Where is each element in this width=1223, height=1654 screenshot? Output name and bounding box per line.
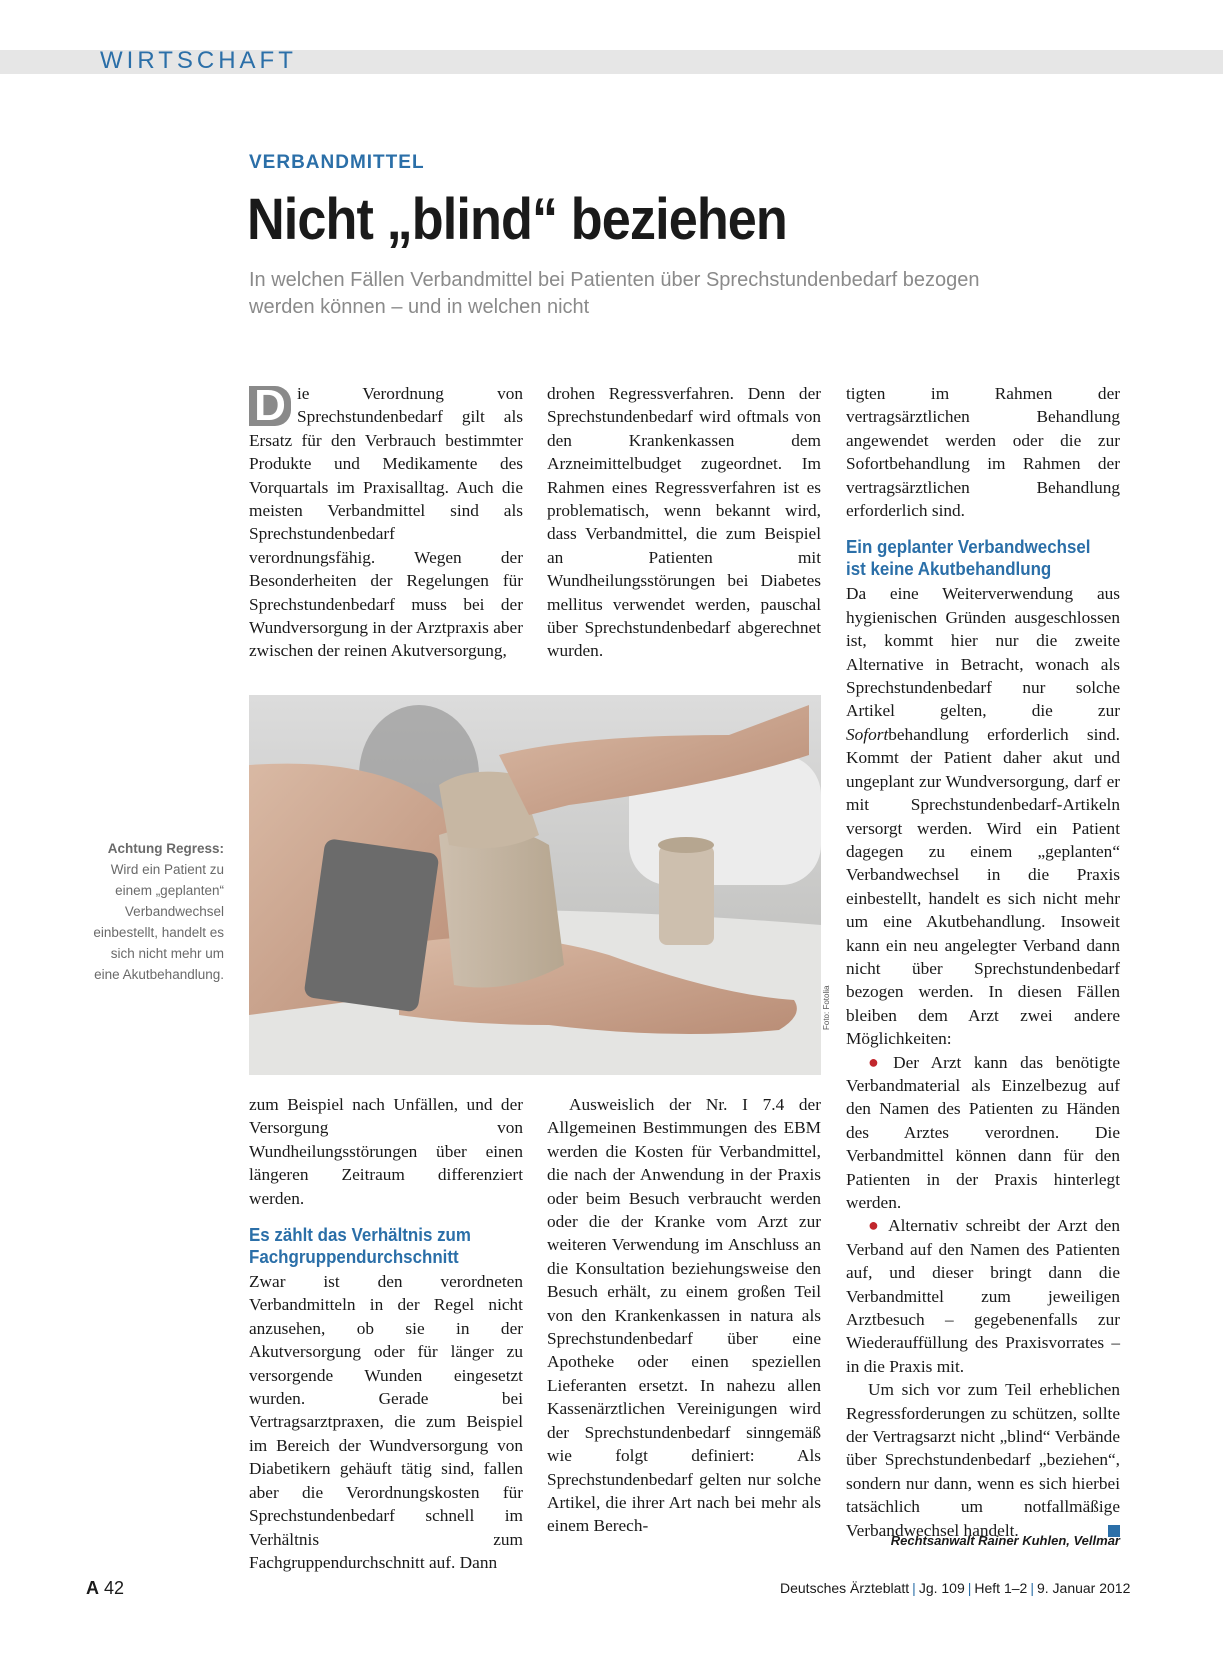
text-span: Da eine Weiterverwendung aus hygienischen Gründen ausgeschlossen ist, kommt hier nur die zweite Alternative in Betracht, wonach als Sprechstundenbedarf nur solche Artikel gelten, die zur <box>846 584 1120 721</box>
page-number-value: 42 <box>104 1578 125 1598</box>
section-label: WIRTSCHAFT <box>100 47 297 74</box>
paragraph: zum Beispiel nach Unfällen, und der Versorgung von Wundheilungsstörungen über einen längeren Zeitraum differenziert werden. <box>249 1095 523 1208</box>
volume: Jg. 109 <box>918 1580 965 1596</box>
caption-title: Achtung Regress: <box>107 841 224 856</box>
page-number <box>86 1578 124 1599</box>
bandage-photo-illustration <box>249 695 821 1075</box>
column-2-lower <box>547 1093 821 1538</box>
column-1-upper <box>249 382 523 663</box>
dropcap: D <box>249 386 291 426</box>
photo-credit: Foto: Fotolia <box>822 985 831 1030</box>
paragraph <box>846 1378 1120 1542</box>
bullet-text: Der Arzt kann das benötigte Verbandmaterial als Einzelbezug auf den Namen des Patienten zu Händen des Arztes verordnen. Die Verbandmittel können dann für den Patienten in der Praxis hinterlegt werden. <box>846 1052 1120 1212</box>
paragraph: tigten im Rahmen der vertragsärztlichen Behandlung angewendet werden oder die zur Sofortbehandlung im Rahmen der vertragsärztlichen Behandlung erforderlich sind. <box>846 384 1120 521</box>
article-headline: Nicht „blind“ beziehen <box>247 187 787 252</box>
footer-info <box>780 1580 1131 1596</box>
paragraph: ie Verordnung von Sprechstundenbedarf gilt als Ersatz für den Verbrauch bestimmter Produkte und Medikamente des Vorquartals im Praxisalltag. Auch die meisten Verbandmittel sind als Sprechstundenbedarf verordnungsfähig. Wegen der Besonderheiten der Regelungen für Sprechstundenbedarf muss bei der Wundversorgung in der Arztpraxis aber zwischen der reinen Akutversorgung, <box>249 384 523 661</box>
separator: | <box>967 1580 972 1596</box>
paragraph <box>846 582 1120 1050</box>
article-photo <box>249 695 821 1075</box>
issue-date: 9. Januar 2012 <box>1036 1580 1131 1596</box>
bullet-dot-icon: ● <box>868 1215 883 1236</box>
author-line: Rechtsanwalt Rainer Kuhlen, Vellmar <box>890 1533 1120 1548</box>
bullet-item <box>846 1214 1120 1378</box>
text-span: behandlung erforderlich sind. Kommt der Patient daher akut und ungeplant zur Wundversorgung, darf er mit Sprechstundenbedarf-Artikeln versorgt werden. Wird ein Patient dagegen zu einem „geplanten“ Verbandwechsel in die Praxis einbestellt, handelt es sich nicht mehr um eine Akutbehandlung. Insoweit kann ein neu angelegter Verband dann nicht über Sprechstundenbedarf bezogen werden. In diesen Fällen bleiben dem Arzt zwei andere Möglichkeiten: <box>846 724 1120 1049</box>
issue: Heft 1–2 <box>974 1580 1028 1596</box>
bullet-dot-icon: ● <box>868 1051 888 1072</box>
caption-text: Wird ein Patient zu einem „geplanten“ Verbandwechsel einbestellt, handelt es sich nicht mehr um eine Akutbehandlung. <box>93 862 224 982</box>
bullet-text: Alternativ schreibt der Arzt den Verband auf den Namen des Patienten auf, und dieser bringt dann die Verbandmittel zum jeweiligen Arztbesuch – gegebenenfalls zur Wiederauffüllung des Praxisvorrates – in die Praxis mit. <box>846 1216 1120 1376</box>
separator: | <box>1030 1580 1034 1596</box>
article-kicker: VERBANDMITTEL <box>249 152 425 173</box>
separator: | <box>912 1580 916 1596</box>
emphasis: Sofort <box>846 724 889 744</box>
photo-caption <box>88 838 224 985</box>
paragraph: drohen Regressverfahren. Denn der Sprechstundenbedarf wird oftmals von den Krankenkassen dem Arzneimittelbudget zugeordnet. Im Rahmen eines Regressverfahren ist es problematisch, wenn bekannt wird, dass Verbandmittel, die zum Beispiel an Patienten mit Wundheilungsstörungen bei Diabetes mellitus verwendet werden, pauschal über Sprechstundenbedarf abgerechnet wurden. <box>547 384 821 661</box>
column-2-upper <box>547 382 821 663</box>
bullet-item <box>846 1051 1120 1215</box>
subheading: Es zählt das Verhältnis zum Fachgruppendurchschnitt <box>249 1225 471 1268</box>
text-span: Um sich vor zum Teil erheblichen Regressforderungen zu schützen, sollte der Vertragsarzt nicht „blind“ Verbände über Sprechstundenbedarf „beziehen“, sondern nur dann, wenn es sich hierbei tatsächlich um notfallmäßige Verbandwechsel handelt. <box>846 1380 1120 1540</box>
column-3 <box>846 382 1120 1542</box>
subheading: Ein geplanter Verbandwechsel ist keine Akutbehandlung <box>846 537 1091 580</box>
column-1-lower <box>249 1093 523 1574</box>
paragraph: Ausweislich der Nr. I 7.4 der Allgemeinen Bestimmungen des EBM werden die Kosten für Verbandmittel, die nach der Anwendung in der Praxis oder beim Besuch verbraucht werden oder die der Kranke vom Arzt zur weiteren Verwendung im Anschluss an die Konsultation beziehungsweise den Besuch erhält, zu einem großen Teil von den Krankenkassen in natura als Sprechstundenbedarf über eine Apotheke oder einen speziellen Lieferanten ersetzt. In nahezu allen Kassenärztlichen Vereinigungen wird der Sprechstundenbedarf sinngemäß wie folgt definiert: Als Sprechstundenbedarf gelten nur solche Artikel, die ihrer Art nach bei mehr als einem Berech- <box>547 1095 821 1536</box>
page-prefix: A <box>86 1578 99 1598</box>
journal-name: Deutsches Ärzteblatt <box>780 1580 910 1596</box>
paragraph: Zwar ist den verordneten Verbandmitteln in der Regel nicht anzusehen, ob sie in der Akutversorgung oder für länger zu versorgende Wunden eingesetzt wurden. Gerade bei Vertragsarztpraxen, die zum Beispiel im Bereich der Wundversorgung von Diabetikern gehäuft tätig sind, fallen aber die Verordnungskosten für Sprechstundenbedarf schnell im Verhältnis zum Fachgruppendurchschnitt auf. Dann <box>249 1272 523 1572</box>
article-subtitle: In welchen Fällen Verbandmittel bei Patienten über Sprechstundenbedarf bezogen werden können – und in welchen nicht <box>249 269 980 318</box>
